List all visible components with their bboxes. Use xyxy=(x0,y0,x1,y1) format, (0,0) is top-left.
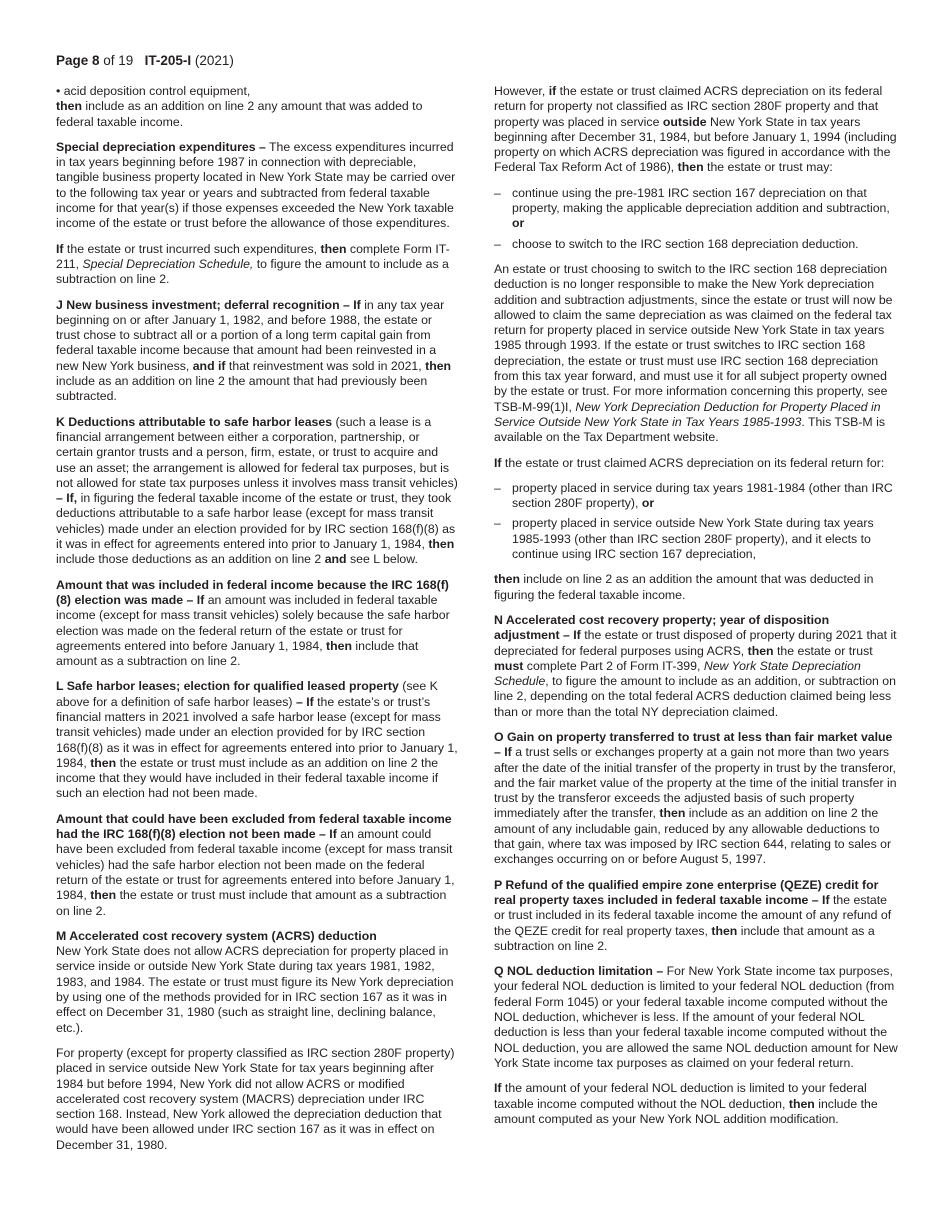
amount-excluded-paragraph: Amount that could have been excluded from federal taxable income had the IRC 168(f)(8) election not been made – If an amount could have been excluded from federal taxable income (except for mass transit vehicles) had the safe harbor election not been made on the federal return of the estate or trust for agreements entered into before January 1, 1984, then the estate or trust must include that amount as a subtraction on line 2. xyxy=(56,811,455,918)
dash-item: – choose to switch to the IRC section 168 depreciation deduction. xyxy=(494,236,859,251)
section-p: P Refund of the qualified empire zone enterprise (QEZE) credit for real property taxes included in federal taxable income – If the estate or trust included in its federal taxable income the amount of any refund of the QEZE credit for real property taxes, then include that amount as a subtraction on line 2. xyxy=(494,877,892,953)
right-column xyxy=(494,84,898,1137)
page-header: Page 8 of 19 IT-205-I (2021) xyxy=(56,53,234,68)
section-o: O Gain on property transferred to trust at less than fair market value – If a trust sells or exchanges property at a gain not more than two years after the date of the initial transfer of the property in trust by the transferor, and the fair market value of the property at the time of the initial transfer in trust by the transferor exceeds the adjusted basis of such property immediately after the transfer, then include as an addition on line 2 the amount of any includable gain, reduced by any allowable deductions to that gain, where tax was imposed by IRC section 644, relating to sales or exchanges occurring on or before August 5, 1997. xyxy=(494,729,897,867)
bullet-item: • acid deposition control equipment, xyxy=(56,84,251,98)
amount-included-paragraph: Amount that was included in federal income because the IRC 168(f)(8) election was made – If an amount was included in federal taxable income (except for mass transit vehicles) solely because the safe harbor election was made on the federal return of the estate or trust for agreements entered into before January 1, 1984, then include that amount as a subtraction on line 2. xyxy=(56,577,450,669)
paragraph: An estate or trust choosing to switch to the IRC section 168 depreciation deduction is no longer responsible to make the New York depreciation addition and subtraction adjustments, since the estate or trust will now be allowed to claim the same depreciation as was claimed on the federal tax return for property placed in service outside New York State in tax years 1985 through 1993. If the estate or trust switches to IRC section 168 depreciation, the estate or trust must use IRC section 168 depreciation from this tax year forward, and must use it for all subject property owned by the estate or trust. For more information concerning this property, see TSB-M-99(1)I, New York Depreciation Deduction for Property Placed in Service Outside New York State in Tax Years 1985-1993. This TSB-M is available on the Tax Department website. xyxy=(494,261,893,445)
paragraph: If the estate or trust incurred such expenditures, then complete Form IT-211, Special Depreciation Schedule, to figure the amount to include as a subtraction on line 2. xyxy=(56,241,450,287)
dash-item: – property placed in service outside New York State during tax years 1985-1993 (other than IRC section 280F property), and it elects to continue using IRC section 167 depreciation, xyxy=(494,516,874,562)
section-n: N Accelerated cost recovery property; year of disposition adjustment – If the estate or trust disposed of property during 2021 that it depreciated for federal purposes using ACRS, then the estate or trust must complete Part 2 of Form IT-399, New York State Depreciation Schedule, to figure the amount to include as an addition, or subtraction on line 2, depending on the total federal ACRS deduction claimed being less than or more than the total NY depreciation claimed. xyxy=(494,612,897,719)
section-j: J New business investment; deferral recognition – If in any tax year beginning on or after January 1, 1982, and before 1988, the estate or trust chose to subtract all or a portion of a long term capital gain from federal taxable income because that amount had been reinvested in a new New York business, and if that reinvestment was sold in 2021, then include as an addition on line 2 the amount that had previously been subtracted. xyxy=(56,297,452,404)
section-l: L Safe harbor leases; election for qualified leased property (see K above for a definition of safe harbor leases) – If the estate’s or trust’s financial matters in 2021 involved a safe harbor lease (except for mass transit vehicles) made under an election provided for by IRC section 168(f)(8) as it was in effect for agreements entered into prior to January 1, 1984, then the estate or trust must include as an addition on line 2 the income that they would have included in their federal taxable income if such an election had not been made. xyxy=(56,679,458,801)
left-column xyxy=(56,84,458,1163)
special-depreciation-paragraph: Special depreciation expenditures – The excess expenditures incurred in tax years beginning before 1987 in connection with depreciable, tangible business property located in New York State may be carried over to the following tax year or years and subtracted from federal taxable income for that year(s) if those expenses exceeded the New York taxable income of the estate or trust before the allowance of those expenditures. xyxy=(56,139,456,231)
dash-item: – property placed in service during tax years 1981-1984 (other than IRC section 280F property), or xyxy=(494,480,893,511)
paragraph: then include as an addition on line 2 any amount that was added to federal taxable income. xyxy=(56,99,423,129)
paragraph: For property (except for property classified as IRC section 280F property) placed in service outside New York State for tax years beginning after 1984 but before 1994, New York did not allow ACRS or modified accelerated cost recovery system (MACRS) depreciation under IRC section 168. Instead, New York allowed the depreciation deduction that would have been allowed under IRC section 167 as it was in effect on December 31, 1980. xyxy=(56,1045,455,1152)
dash-item: – continue using the pre-1981 IRC section 167 depreciation on that property, making the applicable depreciation addition and subtraction, or xyxy=(494,185,890,231)
paragraph: However, if the estate or trust claimed ACRS depreciation on its federal return for property not classified as IRC section 280F property and that property was placed in service outside New York State in tax years beginning after December 31, 1984, but before January 1, 1994 (including property on which ACRS depreciation was figured in accordance with the Federal Tax Reform Act of 1986), then the estate or trust may: xyxy=(494,84,897,175)
paragraph: then include on line 2 as an addition the amount that was deducted in figuring the federal taxable income. xyxy=(494,572,874,602)
section-m: M Accelerated cost recovery system (ACRS) deduction New York State does not allow ACRS depreciation for property placed in service inside or outside New York State during tax years 1981, 1982, 1983, and 1984. The estate or trust must figure its New York depreciation by using one of the methods provided for in IRC section 167 as it was in effect on December 31, 1980 (such as straight line, declining balance, etc.). xyxy=(56,928,454,1035)
section-k: K Deductions attributable to safe harbor leases (such a lease is a financial arrangement between either a corporation, partnership, or certain grantor trusts and a person, firm, estate, or trust to acquire and use an asset; the arrangement is allowed for federal tax purposes, but is not allowed for state tax purposes unless it involves mass transit vehicles) – If, in figuring the federal taxable income of the estate or trust, they took deductions attributable to a safe harbor lease (except for mass transit vehicles) made under an election provided for by IRC section 168(f)(8) as it was in effect for agreements entered into prior to January 1, 1984, then include those deductions as an addition on line 2 and see L below. xyxy=(56,414,458,567)
section-q: Q NOL deduction limitation – For New York State income tax purposes, your federal NOL deduction is limited to your federal NOL deduction (from federal Form 1045) or your federal taxable income computed without the NOL deduction, whichever is less. If the amount of your federal NOL deduction is less than your federal taxable income computed without the NOL deduction, you are allowed the same NOL deduction amount for New York State income tax purposes as claimed on your federal return. xyxy=(494,964,898,1070)
paragraph: If the amount of your federal NOL deduction is limited to your federal taxable income computed without the NOL deduction, then include the amount computed as your New York NOL addition modification. xyxy=(494,1081,878,1126)
paragraph: If the estate or trust claimed ACRS depreciation on its federal return for: xyxy=(494,455,885,470)
